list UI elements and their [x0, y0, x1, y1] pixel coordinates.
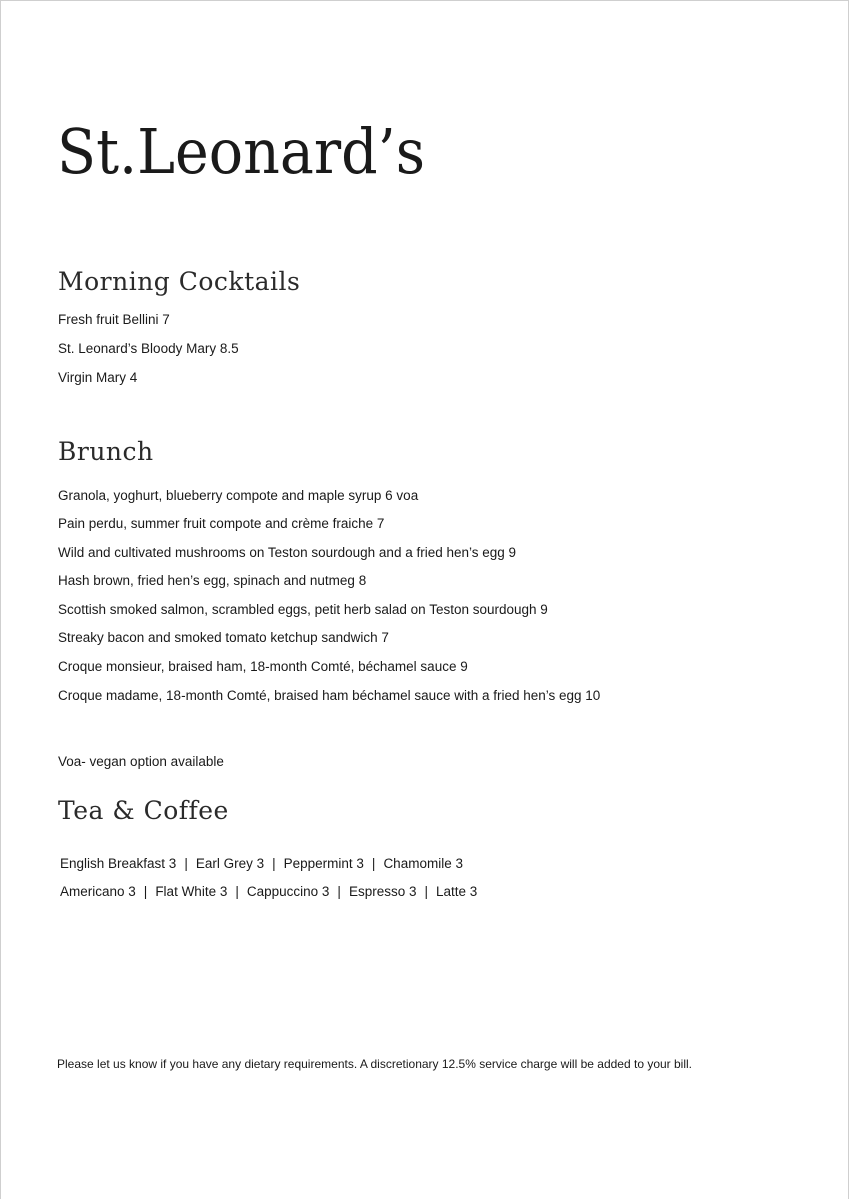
menu-item: Earl Grey 3 [195, 856, 265, 871]
menu-item: Cappuccino 3 [246, 884, 330, 899]
menu-item: Latte 3 [436, 884, 478, 899]
menu-item: Croque monsieur, braised ham, 18-month Comté, béchamel sauce 9 [58, 659, 468, 674]
separator: | [143, 884, 148, 899]
menu-item: Peppermint 3 [283, 856, 364, 871]
footer-note: Please let us know if you have any dietary requirements. A discretionary 12.5% service charge will be added to your bill. [57, 1057, 693, 1071]
menu-item: Chamomile 3 [383, 856, 463, 871]
separator: | [371, 856, 376, 871]
separator: | [337, 884, 341, 899]
vegan-note: Voa- vegan option available [58, 754, 224, 769]
menu-item: St. Leonard’s Bloody Mary 8.5 [58, 341, 239, 356]
separator: | [235, 884, 239, 899]
menu-item: Pain perdu, summer fruit compote and crème fraiche 7 [58, 516, 385, 531]
tea-list [60, 857, 463, 871]
menu-item: English Breakfast 3 [60, 856, 177, 871]
section-heading-tea-coffee: Tea & Coffee [58, 796, 229, 825]
restaurant-logo: St.Leonard’s [57, 115, 426, 188]
menu-item: Fresh fruit Bellini 7 [58, 312, 170, 327]
menu-item: Scottish smoked salmon, scrambled eggs, petit herb salad on Teston sourdough 9 [58, 602, 548, 617]
menu-item: Wild and cultivated mushrooms on Teston sourdough and a fried hen’s egg 9 [58, 545, 517, 560]
menu-item: Granola, yoghurt, blueberry compote and maple syrup 6 voa [58, 488, 419, 503]
menu-item: Hash brown, fried hen’s egg, spinach and nutmeg 8 [58, 573, 367, 588]
menu-item: Streaky bacon and smoked tomato ketchup sandwich 7 [58, 630, 389, 645]
coffee-list [60, 885, 477, 899]
section-heading-brunch: Brunch [58, 437, 154, 466]
menu-item: Americano 3 [60, 884, 136, 899]
menu-item: Croque madame, 18-month Comté, braised ham béchamel sauce with a fried hen’s egg 10 [58, 688, 601, 703]
section-heading-morning-cocktails: Morning Cocktails [58, 267, 301, 296]
separator: | [424, 884, 428, 899]
separator: | [272, 856, 276, 871]
menu-item: Virgin Mary 4 [58, 370, 138, 385]
menu-item: Espresso 3 [348, 884, 417, 899]
menu-item: Flat White 3 [155, 884, 228, 899]
separator: | [184, 856, 188, 871]
